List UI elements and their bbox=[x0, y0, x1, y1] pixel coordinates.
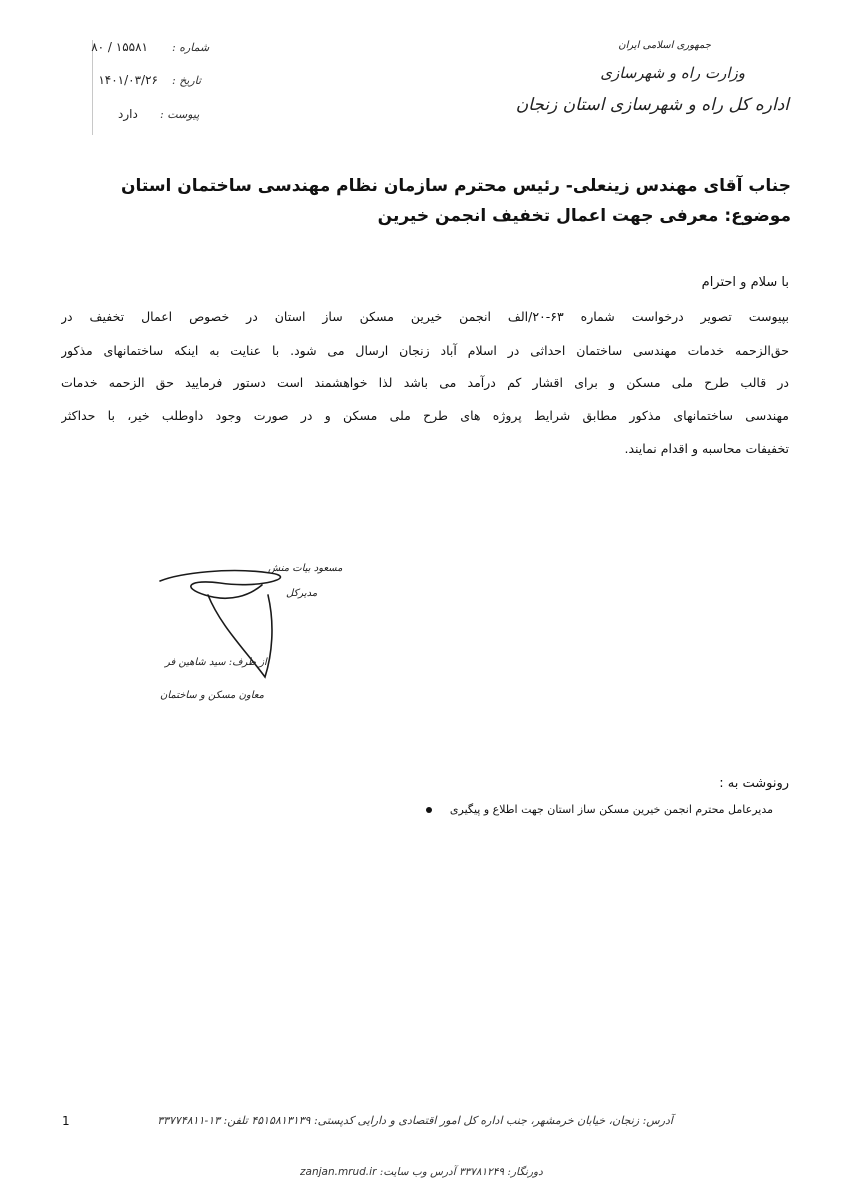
letter-date: ۱۴۰۱/۰۳/۲۶ bbox=[98, 73, 158, 87]
bullet-icon bbox=[426, 807, 432, 813]
cc-heading: رونوشت به : bbox=[719, 776, 789, 791]
republic-title: جمهوری اسلامی ایران bbox=[618, 40, 711, 51]
addressee: جناب آقای مهندس زینعلی- رئیس محترم سازمان نظام مهندسی ساختمان استان bbox=[121, 176, 791, 196]
footer-contact bbox=[300, 1166, 543, 1178]
website-link[interactable]: zanjan.mrud.ir bbox=[300, 1166, 377, 1178]
signature-name: مسعود بیات منش bbox=[268, 563, 343, 574]
greeting: با سلام و احترام bbox=[701, 275, 789, 290]
subject: موضوع: معرفی جهت اعمال تخفیف انجمن خیرین bbox=[377, 206, 791, 226]
body-line: حق‌الزحمه خدمات مهندسی ساختمان احداثی در اسلام آباد زنجان ارسال می شود. با عنایت به اینکه ساختمانهای مذکور bbox=[61, 343, 789, 358]
date-label: تاریخ : bbox=[172, 74, 202, 87]
body-line: در قالب طرح ملی مسکن و برای اقشار کم درآمد می باشد لذا خواهشمند است دستور فرمایید حق الزحمه خدمات bbox=[61, 375, 789, 390]
on-behalf: از طرف: سید شاهین فر bbox=[165, 657, 267, 668]
office-title: اداره کل راه و شهرسازی استان زنجان bbox=[515, 95, 789, 115]
attachment-value: دارد bbox=[118, 107, 138, 121]
attachment-label: پیوست : bbox=[160, 108, 200, 121]
fax-and-site-label: دورنگار: ۳۳۷۸۱۲۴۹ آدرس وب سایت: bbox=[379, 1166, 543, 1178]
ministry-title: وزارت راه و شهرسازی bbox=[600, 64, 745, 82]
meta-divider bbox=[92, 40, 93, 135]
signature-title: مدیرکل bbox=[286, 588, 318, 599]
cc-item-text: مدیرعامل محترم انجمن خیرین مسکن ساز استان جهت اطلاع و پیگیری bbox=[449, 803, 773, 816]
letter-number: ۸۰ / ۱۵۵۸۱ bbox=[91, 40, 148, 54]
body-line: بپیوست تصویر درخواست شماره ۶۳-۲۰/الف انجمن خیرین مسکن ساز استان در خصوص اعمال تخفیف در bbox=[61, 309, 789, 324]
body-line: مهندسی ساختمانهای مذکور مطابق شرایط پروژه های طرح ملی مسکن و در صورت وجود داوطلب خیر، با حداکثر bbox=[61, 408, 789, 423]
deputy-title: معاون مسکن و ساختمان bbox=[160, 690, 264, 701]
body-line: تخفیفات محاسبه و اقدام نمایند. bbox=[624, 441, 789, 456]
footer-address: آدرس: زنجان، خیابان خرمشهر، جنب اداره کل امور اقتصادی و دارایی کدپستی: ۴۵۱۵۸۱۳۱۳۹ تلفن: ۱۳-۳۳۷۷۴۸۱۱ bbox=[157, 1114, 673, 1127]
page-number: 1 bbox=[62, 1114, 70, 1128]
number-label: شماره : bbox=[172, 41, 210, 54]
cc-item bbox=[426, 803, 773, 816]
